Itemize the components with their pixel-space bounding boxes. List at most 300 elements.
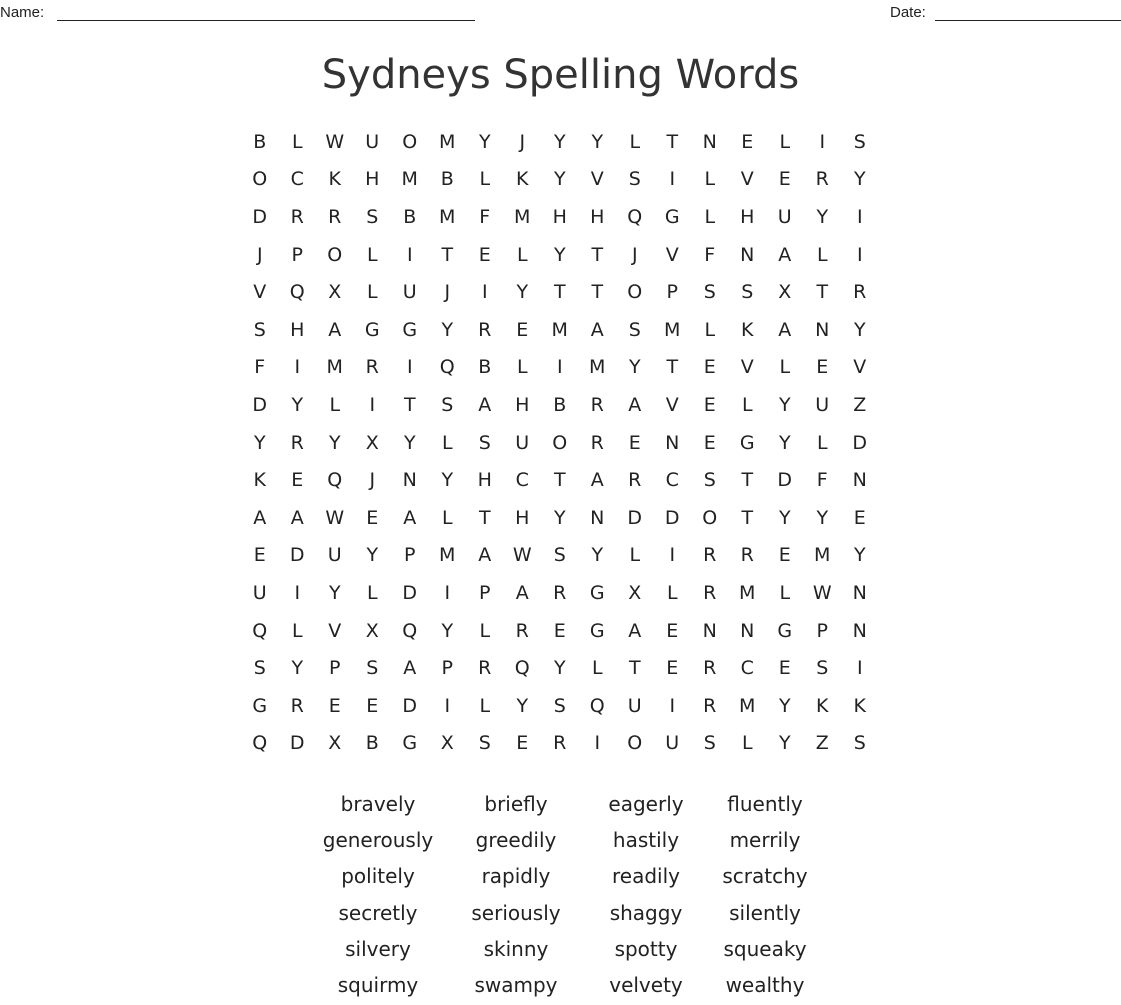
grid-letter[interactable]: R bbox=[703, 657, 717, 680]
grid-letter[interactable]: Q bbox=[627, 205, 643, 228]
grid-letter[interactable]: T bbox=[741, 506, 754, 529]
grid-letter[interactable]: U bbox=[402, 281, 417, 304]
grid-letter[interactable]: H bbox=[515, 393, 530, 416]
grid-letter[interactable]: L bbox=[741, 393, 753, 416]
grid-letter[interactable]: Y bbox=[778, 506, 791, 529]
grid-letter[interactable]: V bbox=[590, 168, 604, 191]
grid-letter[interactable]: D bbox=[402, 581, 418, 604]
grid-letter[interactable]: V bbox=[665, 243, 679, 266]
grid-letter[interactable]: C bbox=[515, 469, 529, 492]
grid-letter[interactable]: U bbox=[627, 694, 642, 717]
grid-letter[interactable]: U bbox=[815, 393, 830, 416]
grid-letter[interactable]: L bbox=[291, 130, 303, 153]
grid-letter[interactable]: H bbox=[552, 205, 567, 228]
grid-letter[interactable]: A bbox=[778, 243, 792, 266]
grid-letter[interactable]: C bbox=[740, 657, 754, 680]
grid-letter[interactable]: A bbox=[778, 318, 792, 341]
grid-letter[interactable]: Q bbox=[289, 281, 305, 304]
grid-letter[interactable]: S bbox=[628, 318, 641, 341]
grid-letter[interactable]: I bbox=[556, 356, 563, 379]
grid-letter[interactable]: P bbox=[479, 581, 491, 604]
grid-letter[interactable]: A bbox=[478, 544, 492, 567]
grid-letter[interactable]: D bbox=[852, 431, 868, 454]
grid-letter[interactable]: R bbox=[628, 469, 642, 492]
grid-letter[interactable]: L bbox=[629, 544, 641, 567]
grid-letter[interactable]: R bbox=[290, 205, 304, 228]
grid-letter[interactable]: H bbox=[290, 318, 305, 341]
grid-letter[interactable]: L bbox=[591, 657, 603, 680]
grid-letter[interactable]: B bbox=[553, 393, 567, 416]
grid-letter[interactable]: H bbox=[515, 506, 530, 529]
grid-letter[interactable]: G bbox=[252, 694, 268, 717]
grid-letter[interactable]: M bbox=[739, 581, 756, 604]
grid-letter[interactable]: T bbox=[403, 393, 416, 416]
grid-letter[interactable]: E bbox=[703, 431, 716, 454]
grid-letter[interactable]: Q bbox=[402, 619, 418, 642]
grid-letter[interactable]: R bbox=[590, 431, 604, 454]
grid-letter[interactable]: X bbox=[328, 732, 342, 755]
grid-letter[interactable]: S bbox=[366, 205, 379, 228]
grid-letter[interactable]: E bbox=[328, 694, 341, 717]
word-list-item: fluently bbox=[727, 792, 803, 817]
grid-letter[interactable]: Y bbox=[441, 318, 454, 341]
grid-letter[interactable]: C bbox=[665, 469, 679, 492]
grid-letter[interactable]: E bbox=[628, 431, 641, 454]
grid-letter[interactable]: E bbox=[516, 732, 529, 755]
grid-letter[interactable]: U bbox=[665, 732, 680, 755]
grid-letter[interactable]: X bbox=[328, 281, 342, 304]
grid-letter[interactable]: Y bbox=[628, 356, 641, 379]
grid-letter[interactable]: Y bbox=[328, 581, 341, 604]
grid-letter[interactable]: Y bbox=[553, 130, 566, 153]
grid-letter[interactable]: A bbox=[403, 657, 417, 680]
grid-letter[interactable]: F bbox=[816, 469, 828, 492]
grid-letter[interactable]: R bbox=[815, 168, 829, 191]
grid-letter[interactable]: L bbox=[516, 243, 528, 266]
grid-letter[interactable]: J bbox=[444, 281, 451, 304]
grid-letter[interactable]: V bbox=[740, 356, 754, 379]
grid-letter[interactable]: H bbox=[477, 469, 492, 492]
grid-letter[interactable]: T bbox=[666, 130, 679, 153]
grid-letter[interactable]: I bbox=[856, 243, 863, 266]
grid-letter[interactable]: F bbox=[704, 243, 716, 266]
grid-letter[interactable]: Q bbox=[589, 694, 605, 717]
grid-letter[interactable]: R bbox=[515, 619, 529, 642]
grid-letter[interactable]: E bbox=[366, 694, 379, 717]
grid-letter[interactable]: O bbox=[252, 168, 268, 191]
grid-letter[interactable]: E bbox=[253, 544, 266, 567]
grid-letter[interactable]: W bbox=[325, 506, 345, 529]
name-line[interactable] bbox=[57, 20, 475, 21]
grid-letter[interactable]: K bbox=[328, 168, 341, 191]
grid-letter[interactable]: Y bbox=[553, 168, 566, 191]
grid-letter[interactable]: S bbox=[441, 393, 454, 416]
grid-letter[interactable]: D bbox=[289, 544, 305, 567]
grid-letter[interactable]: Y bbox=[441, 469, 454, 492]
grid-letter[interactable]: S bbox=[853, 732, 866, 755]
grid-letter[interactable]: E bbox=[516, 318, 529, 341]
grid-letter[interactable]: T bbox=[553, 281, 566, 304]
grid-letter[interactable]: A bbox=[403, 506, 417, 529]
grid-letter[interactable]: X bbox=[778, 281, 792, 304]
grid-letter[interactable]: K bbox=[741, 318, 754, 341]
grid-letter[interactable]: Y bbox=[516, 281, 529, 304]
grid-letter[interactable]: L bbox=[366, 581, 378, 604]
grid-letter[interactable]: N bbox=[815, 318, 830, 341]
grid-letter[interactable]: Y bbox=[591, 130, 604, 153]
grid-letter[interactable]: I bbox=[406, 356, 413, 379]
grid-letter[interactable]: P bbox=[329, 657, 341, 680]
grid-letter[interactable]: S bbox=[628, 168, 641, 191]
grid-letter[interactable]: A bbox=[253, 506, 267, 529]
grid-letter[interactable]: L bbox=[441, 506, 453, 529]
grid-letter[interactable]: L bbox=[741, 732, 753, 755]
grid-letter[interactable]: V bbox=[740, 168, 754, 191]
grid-letter[interactable]: G bbox=[664, 205, 680, 228]
grid-letter[interactable]: Y bbox=[403, 431, 416, 454]
grid-letter[interactable]: R bbox=[703, 581, 717, 604]
grid-letter[interactable]: B bbox=[403, 205, 417, 228]
grid-letter[interactable]: Z bbox=[815, 732, 829, 755]
grid-letter[interactable]: I bbox=[856, 657, 863, 680]
grid-letter[interactable]: B bbox=[365, 732, 379, 755]
grid-letter[interactable]: M bbox=[439, 130, 456, 153]
word-list-item: secretly bbox=[338, 900, 418, 925]
grid-letter[interactable]: D bbox=[777, 469, 793, 492]
grid-letter[interactable]: R bbox=[553, 581, 567, 604]
grid-letter[interactable]: Y bbox=[816, 506, 829, 529]
grid-letter[interactable]: H bbox=[365, 168, 380, 191]
grid-letter[interactable]: A bbox=[290, 506, 304, 529]
grid-letter[interactable]: Y bbox=[778, 732, 791, 755]
grid-letter[interactable]: L bbox=[704, 168, 716, 191]
grid-letter[interactable]: S bbox=[253, 657, 266, 680]
grid-letter[interactable]: D bbox=[664, 506, 680, 529]
grid-letter[interactable]: G bbox=[589, 619, 605, 642]
grid-letter[interactable]: L bbox=[366, 243, 378, 266]
grid-letter[interactable]: J bbox=[369, 469, 376, 492]
grid-letter[interactable]: U bbox=[327, 544, 342, 567]
grid-letter[interactable]: O bbox=[627, 732, 643, 755]
grid-letter[interactable]: W bbox=[512, 544, 532, 567]
grid-letter[interactable]: S bbox=[703, 469, 716, 492]
grid-letter[interactable]: A bbox=[628, 619, 642, 642]
grid-letter[interactable]: Q bbox=[327, 469, 343, 492]
grid-letter[interactable]: I bbox=[594, 732, 601, 755]
grid-letter[interactable]: Y bbox=[853, 318, 866, 341]
grid-letter[interactable]: Y bbox=[253, 431, 266, 454]
grid-letter[interactable]: M bbox=[514, 205, 531, 228]
grid-letter[interactable]: S bbox=[553, 694, 566, 717]
grid-letter[interactable]: Y bbox=[366, 544, 379, 567]
grid-letter[interactable]: I bbox=[856, 205, 863, 228]
grid-letter[interactable]: K bbox=[816, 694, 829, 717]
grid-letter[interactable]: Y bbox=[328, 431, 341, 454]
grid-letter[interactable]: T bbox=[553, 469, 566, 492]
grid-letter[interactable]: N bbox=[702, 130, 717, 153]
grid-letter[interactable]: T bbox=[628, 657, 641, 680]
grid-letter[interactable]: H bbox=[590, 205, 605, 228]
grid-letter[interactable]: Y bbox=[553, 506, 566, 529]
grid-letter[interactable]: W bbox=[812, 581, 832, 604]
grid-letter[interactable]: J bbox=[519, 130, 526, 153]
grid-letter[interactable]: O bbox=[552, 431, 568, 454]
grid-letter[interactable]: R bbox=[290, 694, 304, 717]
grid-letter[interactable]: X bbox=[365, 619, 379, 642]
grid-letter[interactable]: N bbox=[702, 619, 717, 642]
grid-letter[interactable]: E bbox=[816, 356, 829, 379]
grid-letter[interactable]: F bbox=[479, 205, 491, 228]
grid-letter[interactable]: I bbox=[669, 694, 676, 717]
grid-letter[interactable]: R bbox=[478, 318, 492, 341]
grid-letter[interactable]: R bbox=[290, 431, 304, 454]
grid-letter[interactable]: N bbox=[402, 469, 417, 492]
grid-letter[interactable]: S bbox=[703, 732, 716, 755]
grid-letter[interactable]: M bbox=[439, 544, 456, 567]
grid-letter[interactable]: R bbox=[478, 657, 492, 680]
grid-letter[interactable]: E bbox=[703, 393, 716, 416]
word-list-item: velvety bbox=[609, 973, 683, 998]
grid-letter[interactable]: Y bbox=[478, 130, 491, 153]
grid-letter[interactable]: S bbox=[703, 281, 716, 304]
grid-letter[interactable]: S bbox=[366, 657, 379, 680]
grid-letter[interactable]: Y bbox=[778, 694, 791, 717]
grid-letter[interactable]: O bbox=[327, 243, 343, 266]
grid-letter[interactable]: Y bbox=[816, 205, 829, 228]
grid-letter[interactable]: L bbox=[291, 619, 303, 642]
grid-letter[interactable]: G bbox=[739, 431, 755, 454]
grid-letter[interactable]: M bbox=[589, 356, 606, 379]
grid-letter[interactable]: S bbox=[741, 281, 754, 304]
grid-letter[interactable]: A bbox=[515, 581, 529, 604]
grid-letter[interactable]: C bbox=[290, 168, 304, 191]
grid-letter[interactable]: D bbox=[252, 205, 268, 228]
word-list-item: skinny bbox=[483, 936, 549, 961]
grid-letter[interactable]: Q bbox=[514, 657, 530, 680]
grid-letter[interactable]: S bbox=[478, 732, 491, 755]
grid-letter[interactable]: I bbox=[669, 168, 676, 191]
grid-letter[interactable]: L bbox=[666, 581, 678, 604]
grid-letter[interactable]: D bbox=[289, 732, 305, 755]
grid-letter[interactable]: B bbox=[478, 356, 492, 379]
grid-letter[interactable]: L bbox=[441, 431, 453, 454]
grid-letter[interactable]: Y bbox=[853, 168, 866, 191]
word-list-item: squirmy bbox=[337, 973, 419, 998]
grid-letter[interactable]: P bbox=[291, 243, 303, 266]
grid-letter[interactable]: E bbox=[703, 356, 716, 379]
grid-letter[interactable]: L bbox=[479, 619, 491, 642]
grid-letter[interactable]: L bbox=[779, 356, 791, 379]
grid-letter[interactable]: A bbox=[328, 318, 342, 341]
grid-letter[interactable]: R bbox=[703, 544, 717, 567]
grid-letter[interactable]: N bbox=[740, 619, 755, 642]
grid-letter[interactable]: E bbox=[778, 168, 791, 191]
grid-letter[interactable]: M bbox=[326, 356, 343, 379]
grid-letter[interactable]: M bbox=[401, 168, 418, 191]
grid-letter[interactable]: J bbox=[256, 243, 263, 266]
grid-letter[interactable]: T bbox=[591, 281, 604, 304]
grid-letter[interactable]: W bbox=[325, 130, 345, 153]
grid-letter[interactable]: Y bbox=[441, 619, 454, 642]
grid-letter[interactable]: R bbox=[365, 356, 379, 379]
grid-letter[interactable]: V bbox=[328, 619, 342, 642]
grid-letter[interactable]: U bbox=[365, 130, 380, 153]
grid-letter[interactable]: M bbox=[439, 205, 456, 228]
grid-letter[interactable]: G bbox=[589, 581, 605, 604]
grid-letter[interactable]: L bbox=[329, 393, 341, 416]
grid-letter[interactable]: M bbox=[739, 694, 756, 717]
grid-letter[interactable]: L bbox=[816, 243, 828, 266]
grid-letter[interactable]: I bbox=[669, 544, 676, 567]
grid-letter[interactable]: I bbox=[444, 694, 451, 717]
grid-letter[interactable]: P bbox=[441, 657, 453, 680]
grid-letter[interactable]: L bbox=[816, 431, 828, 454]
grid-letter[interactable]: O bbox=[702, 506, 718, 529]
date-label: Date: bbox=[890, 4, 926, 21]
word-list-item: scratchy bbox=[722, 864, 808, 889]
grid-letter[interactable]: E bbox=[778, 657, 791, 680]
grid-letter[interactable]: T bbox=[741, 469, 754, 492]
grid-letter[interactable]: T bbox=[816, 281, 829, 304]
grid-letter[interactable]: R bbox=[328, 205, 342, 228]
grid-letter[interactable]: Y bbox=[553, 243, 566, 266]
grid-letter[interactable]: G bbox=[402, 318, 418, 341]
grid-letter[interactable]: G bbox=[364, 318, 380, 341]
grid-letter[interactable]: K bbox=[253, 469, 266, 492]
grid-letter[interactable]: U bbox=[515, 431, 530, 454]
grid-letter[interactable]: L bbox=[779, 130, 791, 153]
grid-letter[interactable]: R bbox=[553, 732, 567, 755]
grid-letter[interactable]: B bbox=[253, 130, 267, 153]
grid-letter[interactable]: N bbox=[590, 506, 605, 529]
grid-letter[interactable]: I bbox=[406, 243, 413, 266]
grid-letter[interactable]: T bbox=[441, 243, 454, 266]
grid-letter[interactable]: G bbox=[777, 619, 793, 642]
grid-letter[interactable]: T bbox=[478, 506, 491, 529]
grid-letter[interactable]: O bbox=[627, 281, 643, 304]
grid-letter[interactable]: D bbox=[402, 694, 418, 717]
grid-letter[interactable]: B bbox=[440, 168, 454, 191]
grid-letter[interactable]: P bbox=[816, 619, 828, 642]
grid-letter[interactable]: L bbox=[366, 281, 378, 304]
grid-letter[interactable]: Z bbox=[853, 393, 867, 416]
grid-letter[interactable]: E bbox=[666, 619, 679, 642]
grid-letter[interactable]: P bbox=[404, 544, 416, 567]
grid-letter[interactable]: M bbox=[664, 318, 681, 341]
grid-letter[interactable]: U bbox=[777, 205, 792, 228]
grid-letter[interactable]: A bbox=[590, 318, 604, 341]
grid-letter[interactable]: N bbox=[852, 581, 867, 604]
grid-letter[interactable]: I bbox=[294, 356, 301, 379]
grid-letter[interactable]: E bbox=[366, 506, 379, 529]
grid-letter[interactable]: Q bbox=[439, 356, 455, 379]
grid-letter[interactable]: N bbox=[665, 431, 680, 454]
grid-letter[interactable]: R bbox=[590, 393, 604, 416]
grid-letter[interactable]: E bbox=[291, 469, 304, 492]
grid-letter[interactable]: D bbox=[252, 393, 268, 416]
grid-letter[interactable]: I bbox=[294, 581, 301, 604]
grid-letter[interactable]: L bbox=[704, 205, 716, 228]
grid-letter[interactable]: Y bbox=[553, 657, 566, 680]
grid-letter[interactable]: Y bbox=[778, 431, 791, 454]
grid-letter[interactable]: S bbox=[853, 130, 866, 153]
date-line[interactable] bbox=[935, 20, 1121, 21]
grid-letter[interactable]: E bbox=[778, 544, 791, 567]
grid-letter[interactable]: O bbox=[402, 130, 418, 153]
grid-letter[interactable]: E bbox=[853, 506, 866, 529]
grid-letter[interactable]: E bbox=[478, 243, 491, 266]
letter-grid bbox=[241, 123, 879, 762]
grid-letter[interactable]: V bbox=[253, 281, 267, 304]
grid-letter[interactable]: Y bbox=[291, 657, 304, 680]
grid-letter[interactable]: E bbox=[666, 657, 679, 680]
grid-letter[interactable]: X bbox=[440, 732, 454, 755]
grid-letter[interactable]: N bbox=[740, 243, 755, 266]
grid-letter[interactable]: L bbox=[479, 168, 491, 191]
grid-letter[interactable]: S bbox=[478, 431, 491, 454]
grid-letter[interactable]: Y bbox=[591, 544, 604, 567]
grid-letter[interactable]: G bbox=[402, 732, 418, 755]
grid-letter[interactable]: A bbox=[590, 469, 604, 492]
grid-letter[interactable]: X bbox=[628, 581, 642, 604]
grid-letter[interactable]: L bbox=[704, 318, 716, 341]
grid-letter[interactable]: L bbox=[779, 581, 791, 604]
grid-letter[interactable]: D bbox=[627, 506, 643, 529]
grid-letter[interactable]: V bbox=[853, 356, 867, 379]
grid-letter[interactable]: K bbox=[516, 168, 529, 191]
grid-letter[interactable]: Y bbox=[853, 544, 866, 567]
grid-letter[interactable]: U bbox=[252, 581, 267, 604]
grid-letter[interactable]: A bbox=[628, 393, 642, 416]
grid-letter[interactable]: A bbox=[478, 393, 492, 416]
grid-letter[interactable]: V bbox=[665, 393, 679, 416]
grid-letter[interactable]: J bbox=[631, 243, 638, 266]
grid-letter[interactable]: S bbox=[553, 544, 566, 567]
grid-letter[interactable]: F bbox=[254, 356, 266, 379]
grid-letter[interactable]: X bbox=[365, 431, 379, 454]
grid-letter[interactable]: R bbox=[853, 281, 867, 304]
grid-letter[interactable]: N bbox=[852, 469, 867, 492]
grid-letter[interactable]: Y bbox=[516, 694, 529, 717]
grid-letter[interactable]: E bbox=[553, 619, 566, 642]
grid-letter[interactable]: I bbox=[444, 581, 451, 604]
grid-letter[interactable]: L bbox=[629, 130, 641, 153]
grid-letter[interactable]: L bbox=[479, 694, 491, 717]
grid-letter[interactable]: S bbox=[253, 318, 266, 341]
grid-letter[interactable]: P bbox=[666, 281, 678, 304]
grid-letter[interactable]: H bbox=[740, 205, 755, 228]
grid-letter[interactable]: N bbox=[852, 619, 867, 642]
grid-letter[interactable]: R bbox=[703, 694, 717, 717]
grid-letter[interactable]: M bbox=[814, 544, 831, 567]
name-label: Name: bbox=[0, 4, 45, 21]
grid-letter[interactable]: Y bbox=[778, 393, 791, 416]
grid-letter[interactable]: I bbox=[369, 393, 376, 416]
grid-letter[interactable]: M bbox=[551, 318, 568, 341]
grid-letter[interactable]: T bbox=[591, 243, 604, 266]
grid-letter[interactable]: I bbox=[819, 130, 826, 153]
grid-letter[interactable]: S bbox=[816, 657, 829, 680]
grid-letter[interactable]: K bbox=[853, 694, 866, 717]
grid-letter[interactable]: R bbox=[740, 544, 754, 567]
grid-letter[interactable]: E bbox=[741, 130, 754, 153]
grid-letter[interactable]: I bbox=[481, 281, 488, 304]
grid-letter[interactable]: Q bbox=[252, 619, 268, 642]
grid-letter[interactable]: L bbox=[516, 356, 528, 379]
grid-letter[interactable]: Q bbox=[252, 732, 268, 755]
grid-letter[interactable]: Y bbox=[291, 393, 304, 416]
grid-letter[interactable]: T bbox=[666, 356, 679, 379]
